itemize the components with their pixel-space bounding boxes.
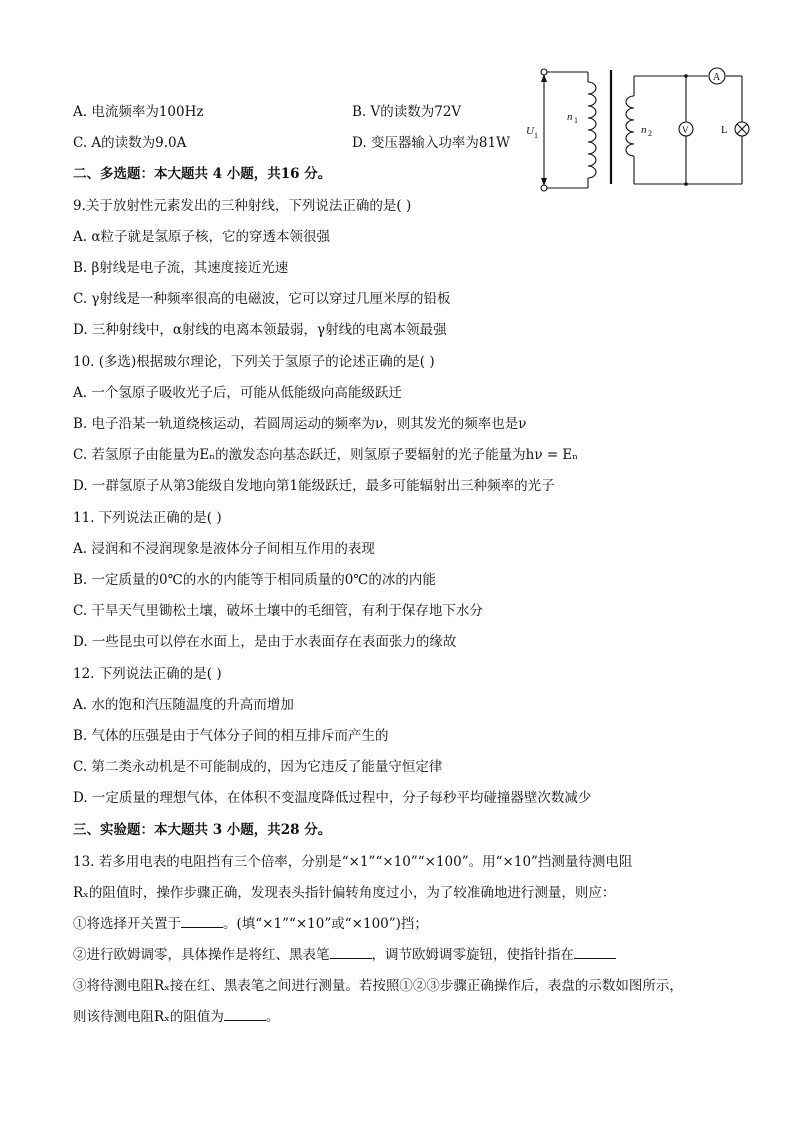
q11-option-d: D. 一些昆虫可以停在水面上，是由于水表面存在表面张力的缘故 bbox=[73, 634, 457, 650]
answer-blank-1[interactable] bbox=[181, 915, 223, 928]
lamp-label: L bbox=[721, 124, 728, 136]
ammeter-label: A bbox=[713, 72, 721, 83]
n2-subscript: 2 bbox=[648, 129, 652, 138]
q9-stem: 9.关于放射性元素发出的三种射线，下列说法正确的是( ) bbox=[73, 198, 412, 214]
q13-step-1 bbox=[73, 915, 428, 933]
q11-option-c: C. 干旱天气里锄松土壤，破坏土壤中的毛细管，有利于保存地下水分 bbox=[73, 603, 483, 619]
q13-step-2-text-a: ②进行欧姆调零，具体操作是将红、黑表笔 bbox=[73, 947, 330, 963]
answer-blank-3[interactable] bbox=[574, 946, 616, 959]
q13-step-2 bbox=[73, 946, 616, 964]
q11-option-b: B. 一定质量的0℃的水的内能等于相同质量的0℃的冰的内能 bbox=[73, 572, 436, 588]
q10-option-d: D. 一群氢原子从第3能级自发地向第1能级跃迁，最多可能辐射出三种频率的光子 bbox=[73, 478, 555, 494]
transformer-circuit-diagram bbox=[522, 60, 758, 200]
q13-step-2-text-b: ，调节欧姆调零旋钮，使指针指在 bbox=[371, 947, 574, 963]
q12-option-d: D. 一定质量的理想气体，在体积不变温度降低过程中，分子每秒平均碰撞器壁次数减少 bbox=[73, 790, 592, 806]
q13-step-3: ③将待测电阻Rₓ接在红、黑表笔之间进行测量。若按照①②③步骤正确操作后，表盘的示数如图所示， bbox=[73, 978, 683, 994]
q13-line-1: 13. 若多用电表的电阻挡有三个倍率，分别是“×1”“×10”“×100”。用“×10”挡测量待测电阻 bbox=[73, 854, 633, 870]
section-3-title: 三、实验题：本大题共 3 小题，共28 分。 bbox=[73, 822, 332, 838]
q13-step-1-text-a: ①将选择开关置于 bbox=[73, 916, 181, 932]
q13-step-1-text-b: 。(填“×1”“×10”或“×100”)挡； bbox=[223, 916, 428, 932]
q10-stem: 10. (多选)根据玻尔理论，下列关于氢原子的论述正确的是( ) bbox=[73, 354, 435, 370]
q8-option-a: A. 电流频率为100Hz bbox=[73, 104, 204, 120]
q8-option-b: B. V的读数为72V bbox=[352, 104, 462, 120]
q8-option-c: C. A的读数为9.0A bbox=[73, 135, 187, 151]
q11-stem: 11. 下列说法正确的是( ) bbox=[73, 510, 222, 526]
n1-subscript: 1 bbox=[574, 116, 578, 125]
q11-option-a: A. 浸润和不浸润现象是液体分子间相互作用的表现 bbox=[73, 541, 375, 557]
q10-option-a: A. 一个氢原子吸收光子后，可能从低能级向高能级跃迁 bbox=[73, 385, 402, 401]
q9-option-b: B. β射线是电子流，其速度接近光速 bbox=[73, 260, 289, 276]
q12-stem: 12. 下列说法正确的是( ) bbox=[73, 666, 222, 682]
q12-option-a: A. 水的饱和汽压随温度的升高而增加 bbox=[73, 697, 294, 713]
n2-label: n bbox=[641, 124, 647, 136]
q8-option-d: D. 变压器输入功率为81W bbox=[352, 135, 510, 151]
q9-option-a: A. α粒子就是氢原子核，它的穿透本领很强 bbox=[73, 229, 330, 245]
q13-line-2: Rₓ的阻值时，操作步骤正确，发现表头指针偏转角度过小，为了较准确地进行测量，则应： bbox=[73, 885, 616, 901]
u1-label: U bbox=[526, 125, 534, 137]
u1-subscript: 1 bbox=[534, 131, 538, 140]
q9-option-c: C. γ射线是一种频率很高的电磁波，它可以穿过几厘米厚的铅板 bbox=[73, 291, 451, 307]
q13-step-4-text-b: 。 bbox=[265, 1009, 280, 1025]
q10-option-b: B. 电子沿某一轨道绕核运动，若圆周运动的频率为ν，则其发光的频率也是ν bbox=[73, 416, 527, 432]
section-2-title: 二、多选题：本大题共 4 小题，共16 分。 bbox=[73, 166, 332, 182]
n1-label: n bbox=[567, 111, 573, 123]
answer-blank-4[interactable] bbox=[224, 1008, 266, 1021]
q9-option-d: D. 三种射线中，α射线的电离本领最弱，γ射线的电离本领最强 bbox=[73, 322, 447, 338]
q10-option-c: C. 若氢原子由能量为Eₙ的激发态向基态跃迁，则氢原子要辐射的光子能量为hν = Eₙ bbox=[73, 447, 579, 463]
q12-option-b: B. 气体的压强是由于气体分子间的相互排斥而产生的 bbox=[73, 728, 389, 744]
q13-step-4-text-a: 则该待测电阻Rₓ的阻值为 bbox=[73, 1009, 224, 1025]
answer-blank-2[interactable] bbox=[330, 946, 372, 959]
q13-step-4 bbox=[73, 1008, 279, 1026]
voltmeter-label: V bbox=[682, 125, 689, 135]
q12-option-c: C. 第二类永动机是不可能制成的，因为它违反了能量守恒定律 bbox=[73, 759, 443, 775]
